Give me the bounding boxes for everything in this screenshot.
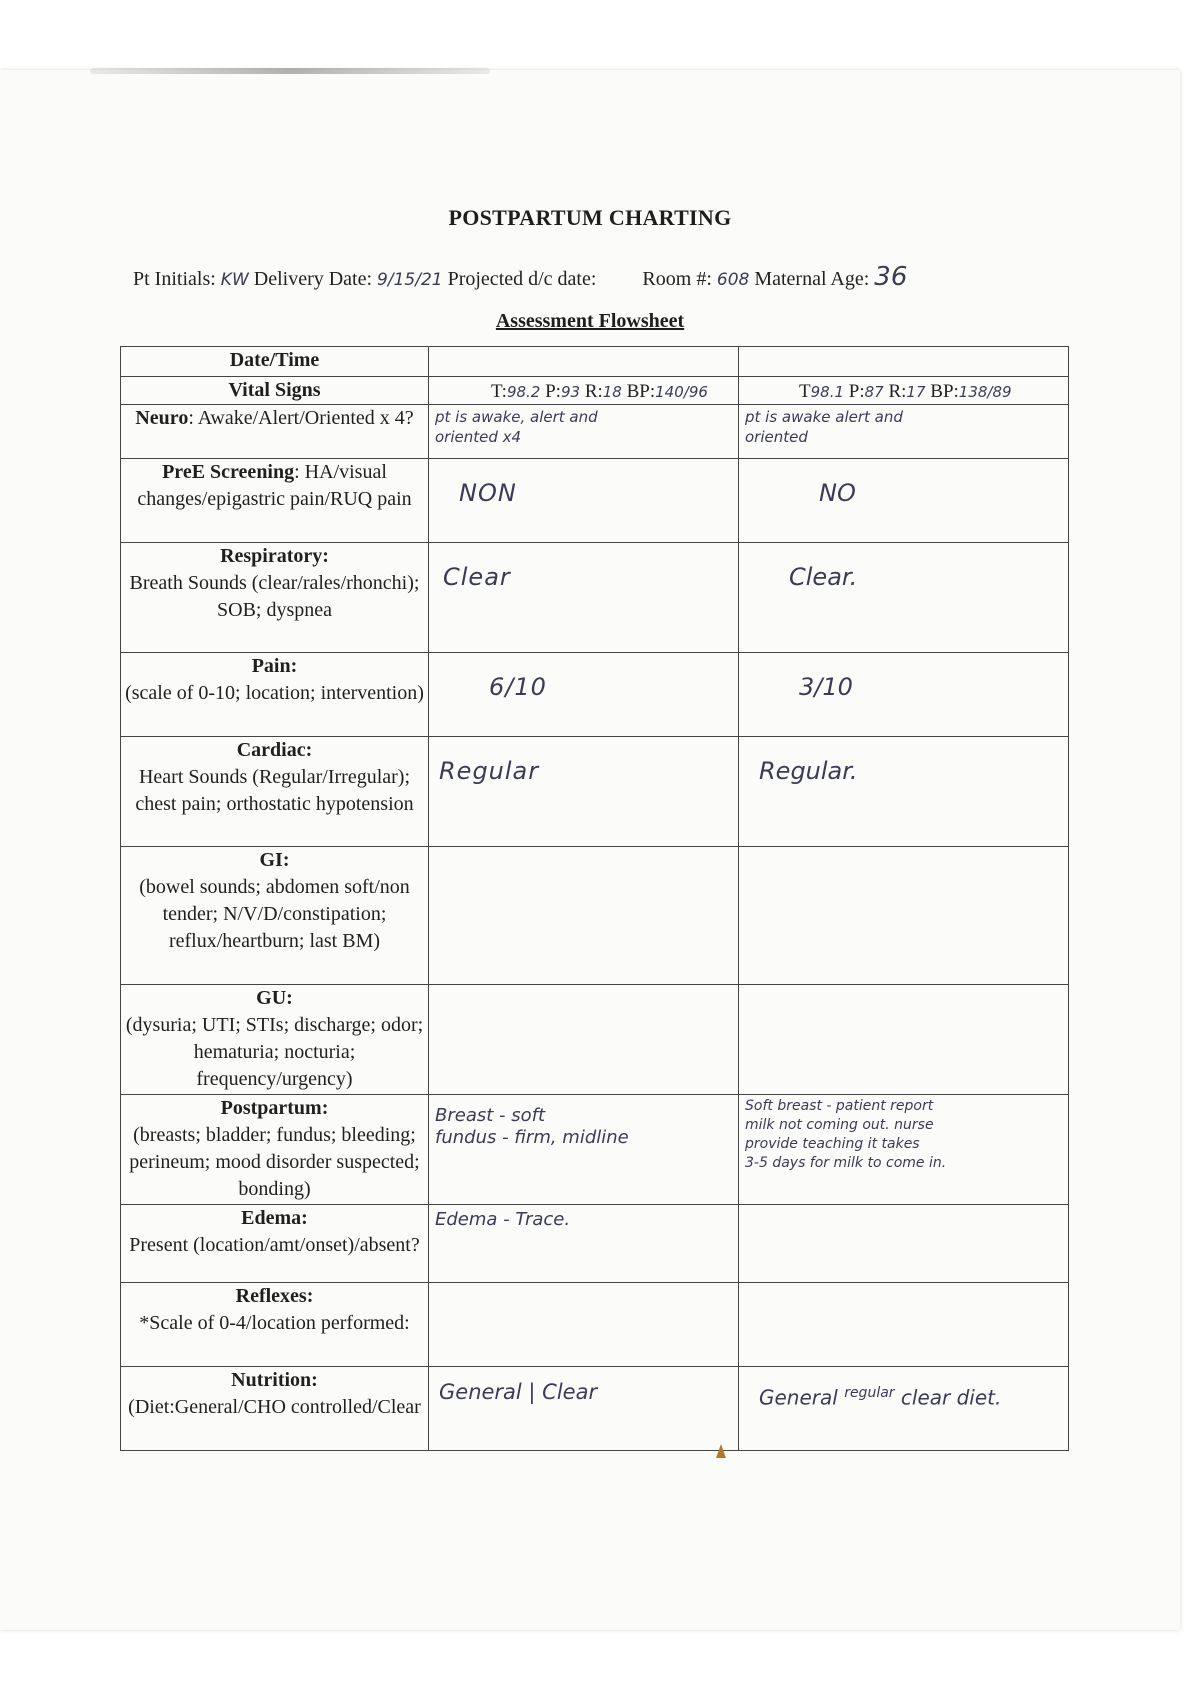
row-label-postpartum: Postpartum: (breasts; bladder; fundus; bleeding; perineum; mood disorder suspected; bonding) bbox=[121, 1095, 429, 1205]
cell-respiratory-col2: Clear. bbox=[739, 543, 1069, 653]
cell-postpartum-col2: Soft breast - patient report milk not coming out. nurse provide teaching it takes 3-5 days for milk to come in. bbox=[739, 1095, 1069, 1205]
page-edge-shadow bbox=[90, 68, 490, 74]
row-label-datetime: Date/Time bbox=[121, 347, 429, 377]
cell-nutrition-col2: General $^{regular}$ clear diet. bbox=[739, 1367, 1069, 1451]
form-title: POSTPARTUM CHARTING bbox=[448, 205, 732, 230]
table-row-vitals bbox=[121, 377, 1069, 405]
pt-initials-label: Pt Initials: bbox=[133, 268, 216, 290]
cell-pain-col2: 3/10 bbox=[739, 653, 1069, 737]
row-label-gu: GU: (dysuria; UTI; STIs; discharge; odor; hematuria; nocturia; frequency/urgency) bbox=[121, 985, 429, 1095]
cell-respiratory-col1: Clear bbox=[429, 543, 739, 653]
cell-gi-col2 bbox=[739, 847, 1069, 985]
pen-mark bbox=[716, 1444, 726, 1458]
row-label-respiratory: Respiratory: Breath Sounds (clear/rales/rhonchi); SOB; dyspnea bbox=[121, 543, 429, 653]
table-row-pain bbox=[121, 653, 1069, 737]
row-label-nutrition: Nutrition: (Diet:General/CHO controlled/Clear bbox=[121, 1367, 429, 1451]
table-row-gu bbox=[121, 985, 1069, 1095]
cell-cardiac-col2: Regular. bbox=[739, 737, 1069, 847]
cell-postpartum-col1: Breast - soft fundus - firm, midline bbox=[429, 1095, 739, 1205]
cell-edema-col2 bbox=[739, 1205, 1069, 1283]
maternal-age-label: Maternal Age: bbox=[754, 268, 870, 290]
table-row-reflexes bbox=[121, 1283, 1069, 1367]
cell-pain-col1: 6/10 bbox=[429, 653, 739, 737]
cell-vitals-col2: T98.1 P:87 R:17 BP:138/89 bbox=[739, 377, 1069, 405]
cell-datetime-col1 bbox=[429, 347, 739, 377]
pt-initials-value: KW bbox=[220, 270, 249, 290]
table-row-edema bbox=[121, 1205, 1069, 1283]
cell-vitals-col1: T:98.2 P:93 R:18 BP:140/96 bbox=[429, 377, 739, 405]
table-row-gi bbox=[121, 847, 1069, 985]
cell-reflexes-col2 bbox=[739, 1283, 1069, 1367]
cell-nutrition-col1: General | Clear bbox=[429, 1367, 739, 1451]
table-row-respiratory bbox=[121, 543, 1069, 653]
row-label-reflexes: Reflexes: *Scale of 0-4/location performed: bbox=[121, 1283, 429, 1367]
patient-info-line bbox=[133, 262, 907, 292]
table-row-nutrition bbox=[121, 1367, 1069, 1451]
row-label-pree: PreE Screening: HA/visual changes/epigastric pain/RUQ pain bbox=[121, 459, 429, 543]
room-value: 608 bbox=[716, 270, 750, 290]
cell-pree-col2: NO bbox=[739, 459, 1069, 543]
delivery-date-value: 9/15/21 bbox=[377, 270, 443, 290]
row-label-neuro: Neuro: Awake/Alert/Oriented x 4? bbox=[121, 405, 429, 459]
row-label-edema: Edema: Present (location/amt/onset)/absent? bbox=[121, 1205, 429, 1283]
cell-reflexes-col1 bbox=[429, 1283, 739, 1367]
room-label: Room #: bbox=[642, 268, 712, 290]
cell-pree-col1: NON bbox=[429, 459, 739, 543]
cell-gi-col1 bbox=[429, 847, 739, 985]
cell-gu-col2 bbox=[739, 985, 1069, 1095]
row-label-gi: GI: (bowel sounds; abdomen soft/non tender; N/V/D/constipation; reflux/heartburn; last BM) bbox=[121, 847, 429, 985]
maternal-age-value: 36 bbox=[874, 262, 908, 292]
table-row-postpartum bbox=[121, 1095, 1069, 1205]
row-label-pain: Pain: (scale of 0-10; location; intervention) bbox=[121, 653, 429, 737]
cell-neuro-col2: pt is awake alert and oriented bbox=[739, 405, 1069, 459]
table-row-datetime bbox=[121, 347, 1069, 377]
cell-edema-col1: Edema - Trace. bbox=[429, 1205, 739, 1283]
projected-dc-label: Projected d/c date: bbox=[447, 268, 597, 290]
cell-cardiac-col1: Regular bbox=[429, 737, 739, 847]
cell-gu-col1 bbox=[429, 985, 739, 1095]
assessment-flowsheet-table bbox=[120, 346, 1069, 1451]
table-row-cardiac bbox=[121, 737, 1069, 847]
flowsheet-subtitle: Assessment Flowsheet bbox=[495, 310, 685, 332]
table-row-neuro bbox=[121, 405, 1069, 459]
row-label-cardiac: Cardiac: Heart Sounds (Regular/Irregular); chest pain; orthostatic hypotension bbox=[121, 737, 429, 847]
table-row-pree bbox=[121, 459, 1069, 543]
delivery-date-label: Delivery Date: bbox=[253, 268, 373, 290]
cell-neuro-col1: pt is awake, alert and oriented x4 bbox=[429, 405, 739, 459]
cell-datetime-col2 bbox=[739, 347, 1069, 377]
row-label-vitals: Vital Signs bbox=[121, 377, 429, 405]
